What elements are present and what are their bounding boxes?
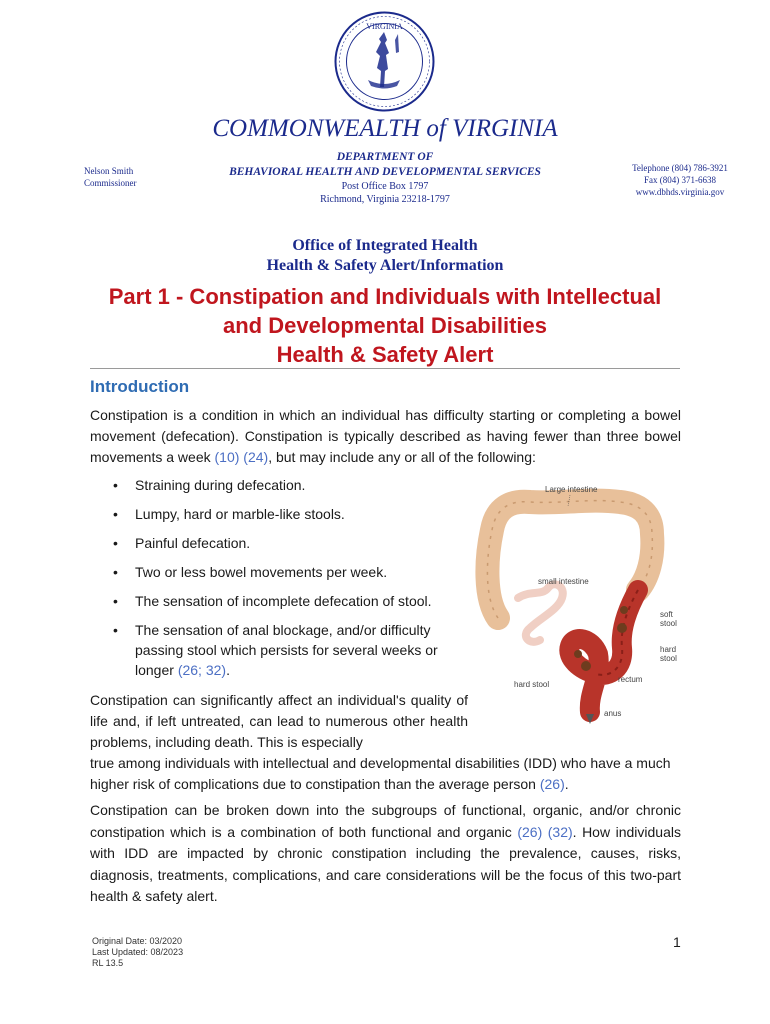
intro-paragraph-2-continued xyxy=(90,753,682,795)
dept-line-2: BEHAVIORAL HEALTH AND DEVELOPMENTAL SERVICES xyxy=(229,166,541,178)
intro-p2b-tail: . xyxy=(564,776,569,792)
intro-p1-text: Constipation is a condition in which an individual has difficulty starting or completing a bowel movement (defecation). Constipation is typically described as having fewer than three bowel movements a week xyxy=(90,407,681,465)
label-hard-stool-left: hard stool xyxy=(514,680,550,689)
office-heading xyxy=(0,236,770,276)
revision-label: RL 13.5 xyxy=(92,958,124,968)
commissioner-block xyxy=(84,165,137,189)
title-line-1: Part 1 - Constipation and Individuals with Intellectual xyxy=(108,284,662,309)
intro-p1-tail: , but may include any or all of the following: xyxy=(268,449,536,465)
citation-link[interactable]: (10) (24) xyxy=(214,449,269,465)
list-item: • Straining during defecation. xyxy=(113,475,471,495)
commissioner-title: Commissioner xyxy=(84,178,137,188)
small-intestine-shape xyxy=(518,584,563,641)
title-line-3: Health & Safety Alert xyxy=(276,342,494,367)
intro-paragraph-2: Constipation can significantly affect an individual's quality of life and, if left untreated, can lead to numerous other health problems, including death. This is especially xyxy=(90,692,468,750)
citation-link[interactable]: (26; 32) xyxy=(177,662,227,678)
list-item-tail: . xyxy=(226,662,230,678)
original-date: Original Date: 03/2020 xyxy=(92,936,183,946)
telephone: Telephone (804) 786-3921 xyxy=(632,163,728,173)
office-line-1: Office of Integrated Health xyxy=(292,237,478,254)
dept-address-2: Richmond, Virginia 23218-1797 xyxy=(320,194,450,205)
intro-p3-tail: . How individuals with IDD are impacted by chronic constipation including the prevalence, causes, risks, diagnosis, treatments, complications, and care considerations will be the focus of this two-part health & safety alert. xyxy=(90,823,681,904)
label-soft-stool-1: soft xyxy=(660,610,673,619)
list-item-text: The sensation of anal blockage, and/or difficulty passing stool which persists for several weeks or longer xyxy=(135,622,438,678)
symptom-list xyxy=(113,475,471,689)
department-block xyxy=(200,150,570,206)
label-anus: anus xyxy=(604,709,622,718)
citation-link[interactable]: (26) xyxy=(539,776,565,792)
office-line-2: Health & Safety Alert/Information xyxy=(266,257,504,274)
list-item: • Lumpy, hard or marble-like stools. xyxy=(113,504,471,524)
intro-p3-text: Constipation can be broken down into the subgroups of functional, organic, and/or chronic constipation which is a combination of both functional and organic xyxy=(90,802,681,840)
contact-block xyxy=(615,162,745,198)
section-heading-introduction: Introduction xyxy=(90,377,190,396)
title-line-2: and Developmental Disabilities xyxy=(223,313,547,338)
label-rectum: rectum xyxy=(618,675,643,684)
label-large-intestine: Large intestine xyxy=(545,485,598,494)
dept-line-1: DEPARTMENT OF xyxy=(336,151,434,163)
commissioner-name: Nelson Smith xyxy=(84,166,134,176)
title-divider xyxy=(90,368,680,369)
list-item: • Painful defecation. xyxy=(113,533,471,553)
list-item: • The sensation of incomplete defecation of stool. xyxy=(113,591,471,611)
list-item: • Two or less bowel movements per week. xyxy=(113,562,471,582)
citation-link[interactable]: (26) (32) xyxy=(517,823,573,840)
fax: Fax (804) 371-6638 xyxy=(644,175,716,185)
document-title xyxy=(0,282,770,369)
commonwealth-title: COMMONWEALTH of VIRGINIA xyxy=(212,115,558,142)
intro-p2b-text: true among individuals with intellectual and developmental disabilities (IDD) who have a much higher risk of complications due to constipation than the average person xyxy=(90,755,671,792)
seal-text: VIRGINIA xyxy=(366,22,403,31)
footer-dates xyxy=(92,936,183,969)
list-item xyxy=(113,620,471,680)
label-hard-stool-2: stool xyxy=(660,654,677,663)
virginia-seal xyxy=(333,10,436,113)
label-hard-stool-1: hard xyxy=(660,645,677,654)
label-small-intestine: small intestine xyxy=(538,577,589,586)
page-number: 1 xyxy=(673,934,681,950)
last-updated: Last Updated: 08/2023 xyxy=(92,947,184,957)
label-soft-stool-2: stool xyxy=(660,619,677,628)
website-link[interactable]: www.dbhds.virginia.gov xyxy=(635,187,725,197)
intestine-illustration xyxy=(470,478,685,728)
intro-paragraph-1 xyxy=(90,405,681,468)
dept-address-1: Post Office Box 1797 xyxy=(341,181,429,192)
intro-paragraph-3 xyxy=(90,800,681,908)
